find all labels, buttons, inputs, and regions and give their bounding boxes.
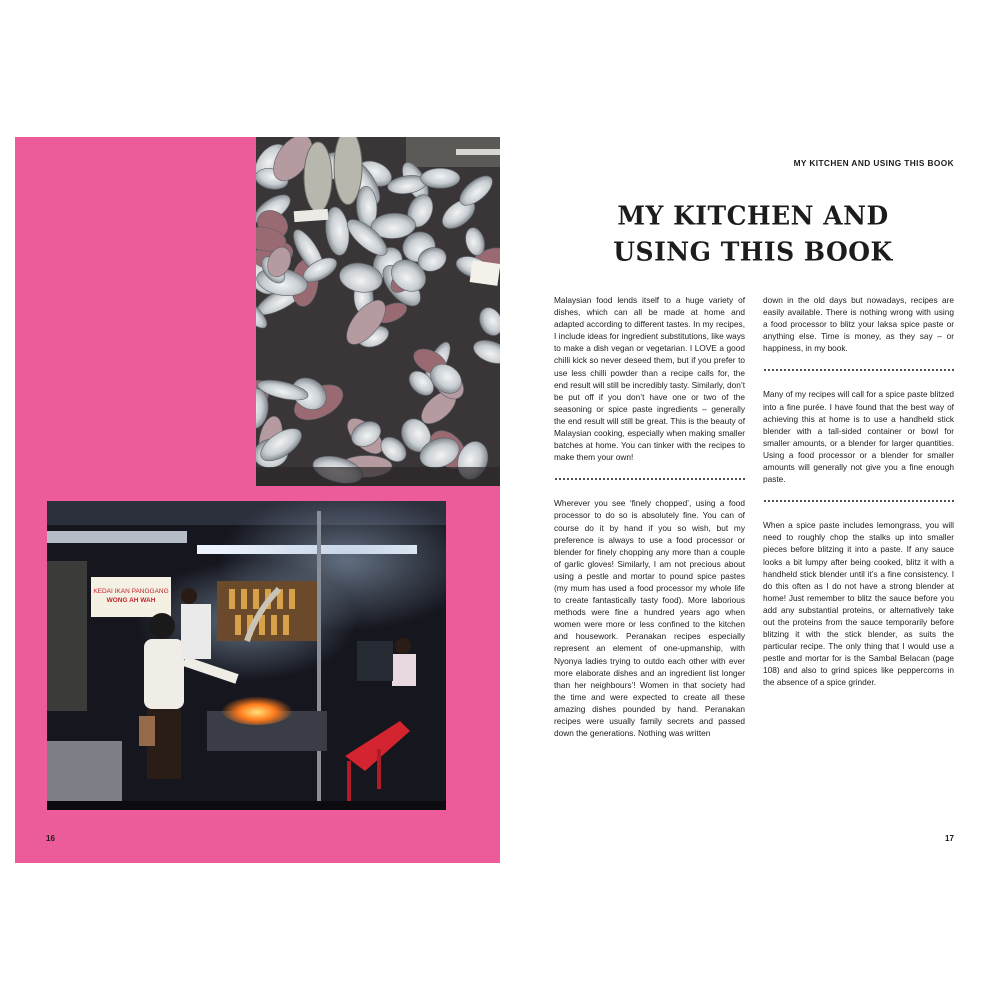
page-number-left: 16: [46, 834, 55, 843]
chapter-title: [553, 198, 953, 270]
ornamental-divider: [763, 366, 954, 374]
ornamental-divider: [554, 475, 745, 483]
text-column-right: [763, 294, 954, 689]
page-number-right: 17: [945, 834, 954, 843]
night-street-stall-photo: [47, 501, 446, 810]
large-fish-shape: [304, 142, 332, 212]
body-paragraph: Malaysian food lends itself to a huge variety of dishes, which can all be made at home and adapted according to different tastes. In my recipes, I include ideas for ingredient substitutions, like ways to make a dish vegan or vegetarian. I LOVE a good chilli kick so never deseed them, but if you prefer to use less chilli powder than a recipe calls for, the end result will still be incredibly tasty. Similarly, don’t be put off if you don’t have one or two of the seasoning or spice paste ingredients – generally the end result will still be great. This is the beauty of Malaysian cooking, especially when making smaller batches at home. You can tinker with the recipes to make them your own!: [554, 295, 745, 463]
large-fish-shape: [334, 137, 362, 205]
stall-sign-line2: WONG AH WAH: [106, 597, 156, 604]
running-head: MY KITCHEN AND USING THIS BOOK: [793, 158, 954, 168]
text-column-left: [554, 294, 745, 739]
stall-sign-line1: KEDAI IKAN PANGGANG: [93, 588, 169, 595]
chapter-title-line1: MY KITCHEN AND: [617, 200, 889, 231]
fish-shape: [421, 168, 460, 188]
body-paragraph: Many of my recipes will call for a spice paste blitzed into a fine purée. I have found that the best way of achieving this at home is to use a handheld stick blender with a tall-sided container or bowl for smaller amounts, or a blender for larger quantities. Using a food processor or a blender for smaller amounts will generally not give you a fine enough paste.: [763, 389, 954, 485]
fish-market-photo: [256, 137, 500, 486]
ornamental-divider: [763, 497, 954, 505]
chapter-title-line2: USING THIS BOOK: [613, 236, 893, 267]
body-paragraph: When a spice paste includes lemongrass, you will need to roughly chop the stalks up into smaller pieces before blitzing it into a paste. If any sauce looks a bit lumpy after being cooked, blitz it with a handheld stick blender until it’s a fine consistency. I do this often as I do not have a strong blender at home! Just remember to blitz the sauce before you add any substantial proteins, or alternatively take out the proteins from the sauce temporarily before blitzing it with the stick blender, as suits the particular recipe. The only thing that I would use a pestle and mortar for is the Sambal Belacan (page 108) and also to grind spices like peppercorns in the absence of a spice grinder.: [763, 520, 954, 688]
body-paragraph: down in the old days but nowadays, recipes are easily available. There is nothing wrong with using a food processor to blitz your laksa spice paste or anything else. Time is money, as they say – or happiness, in my book.: [763, 295, 954, 354]
body-paragraph: Wherever you see ‘finely chopped’, using a food processor to do so is absolutely fine. You can of course do it by hand if you so wish, but my preference is always to use a food processor or blender for finely chopping any more than a couple of garlic gloves! Similarly, I am not precious about using a pestle and mortar to pound spice pastes (my mum has used a food processor my whole life to create fantastically tasty food). More laborious methods were fine a hundred years ago when women were more or less confined to the kitchen and housework. Peranakan recipes especially represent an element of one-upmanship, with Nyonya ladies trying to outdo each other with ever more elaborate dishes and an ingredient list longer than her neighbours’! Women in that society had the time and were expected to create all these amazing dishes pounded by hand. Peranakan recipes were usually family secrets and passed down the generations. Nothing was written: [554, 498, 745, 739]
